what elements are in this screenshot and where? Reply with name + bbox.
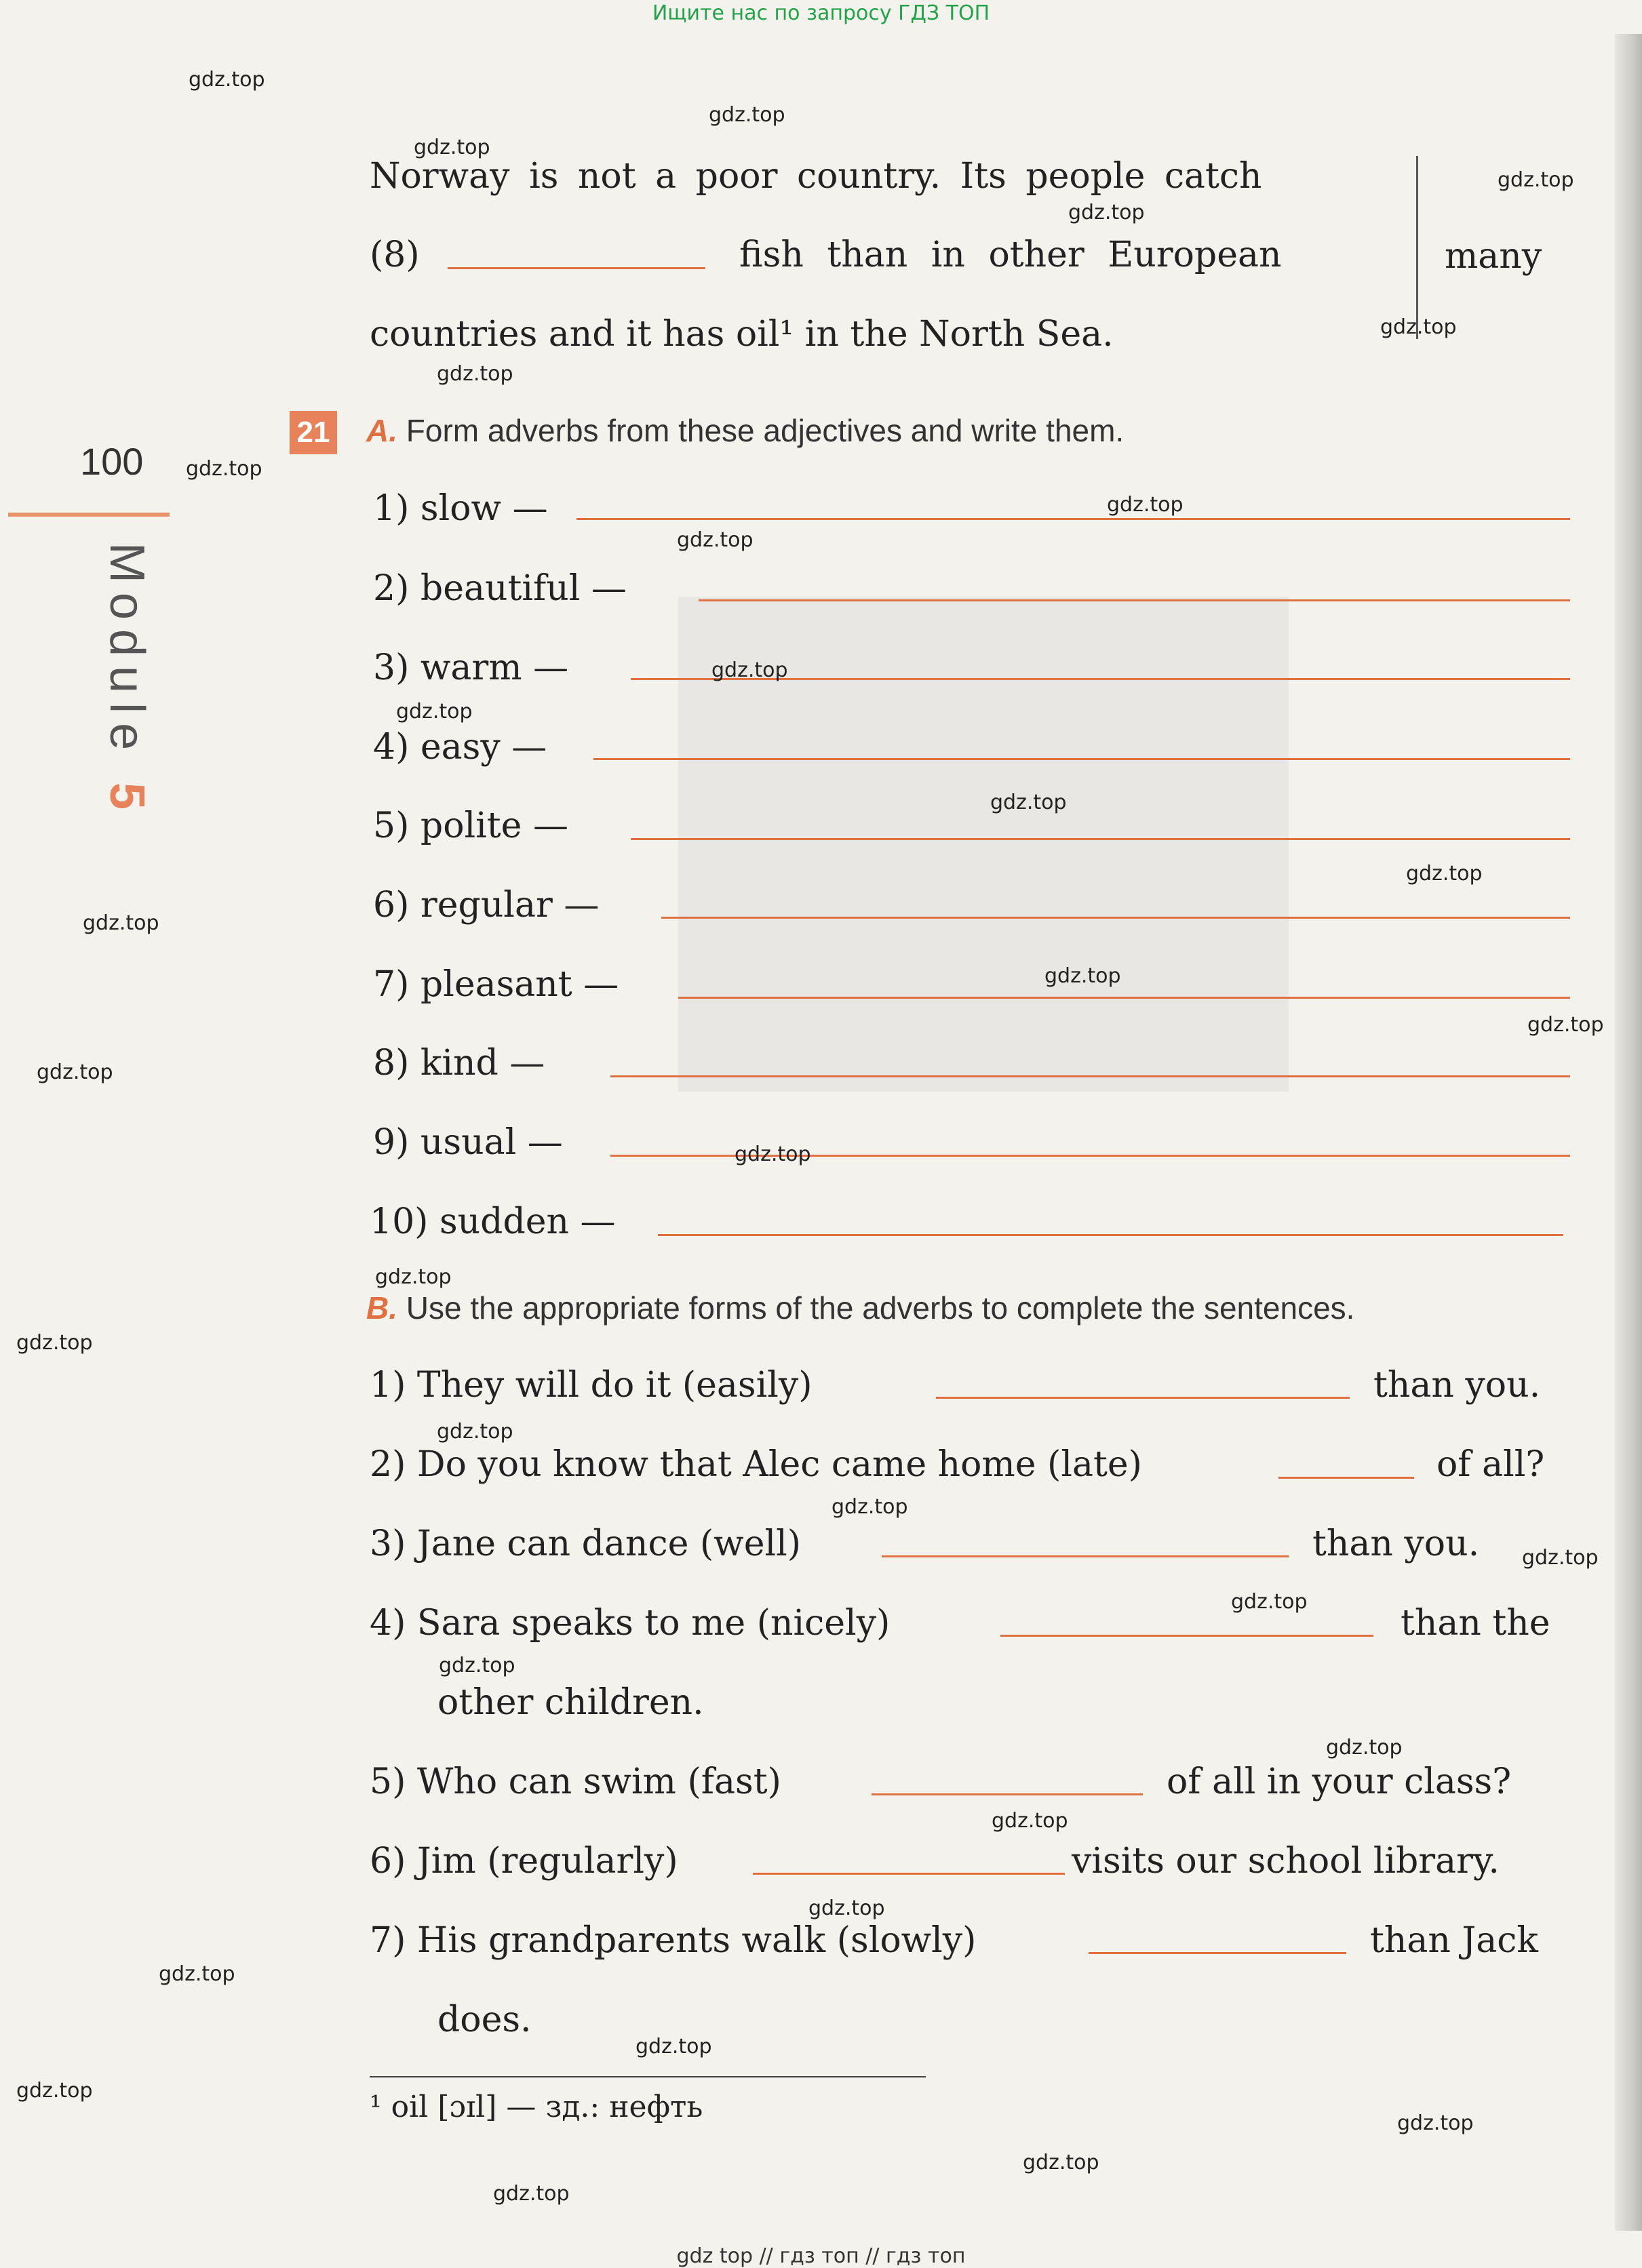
intro-line-2-rest: fish than in other European [739,235,1282,275]
footer-note: gdz top // гдз топ // гдз топ [676,2244,966,2268]
watermark: gdz.top [189,68,265,92]
adjective-item: 7) pleasant — [373,964,619,1005]
intro-line-1: Norway is not a poor country. Its people catch [370,156,1262,197]
sentence-2: 2) Do you know that Alec came home (late) [370,1444,1142,1485]
intro-line-2-num: (8) [370,235,420,275]
answer-blank[interactable] [661,917,1570,919]
word-box-item: many [1445,236,1542,277]
watermark: gdz.top [1023,2151,1099,2174]
answer-blank[interactable] [610,1075,1570,1077]
watermark: gdz.top [711,658,788,682]
part-b-letter: B. [366,1290,397,1326]
sentence-1: 1) They will do it (easily) [370,1365,813,1406]
watermark: gdz.top [375,1265,452,1289]
answer-blank[interactable] [658,1234,1563,1236]
watermark: gdz.top [159,1962,235,1986]
watermark: gdz.top [832,1495,908,1519]
watermark: gdz.top [396,700,473,723]
watermark: gdz.top [1498,168,1574,192]
sentence-7-blank[interactable] [1089,1952,1346,1954]
watermark: gdz.top [186,457,262,481]
watermark: gdz.top [439,1654,515,1677]
sentence-7: 7) His grandparents walk (slowly) [370,1920,977,1961]
watermark: gdz.top [709,103,785,127]
word-box-divider [1416,156,1418,339]
watermark: gdz.top [1044,964,1121,988]
watermark: gdz.top [1231,1590,1308,1614]
adjective-item: 1) slow — [373,488,548,529]
sentence-4-blank[interactable] [1000,1635,1373,1637]
answer-blank[interactable] [593,758,1570,760]
answer-blank[interactable] [576,518,1570,520]
adjective-item: 4) easy — [373,727,547,768]
watermark: gdz.top [636,2035,712,2058]
sentence-4: 4) Sara speaks to me (nicely) [370,1603,891,1644]
sentence-3: 3) Jane can dance (well) [370,1524,802,1564]
footnote: ¹ oil [ɔɪl] — зд.: нефть [370,2090,703,2124]
part-b-instruction: Use the appropriate forms of the adverbs to complete the sentences. [406,1290,1355,1326]
watermark: gdz.top [808,1896,885,1920]
sentence-4-continued: other children. [437,1682,704,1723]
adjective-item: 9) usual — [373,1122,563,1163]
part-a-heading [366,412,1124,449]
watermark: gdz.top [414,136,490,159]
module-number: 5 [100,782,154,820]
sentence-2-blank[interactable] [1278,1477,1414,1479]
intro-blank-8[interactable] [448,267,705,269]
intro-line-3: countries and it has oil¹ in the North Sea. [370,314,1114,355]
sentence-7-continued: does. [437,2000,532,2040]
watermark: gdz.top [437,362,513,386]
module-label-vertical [73,542,161,841]
sentence-5-end: of all in your class? [1167,1762,1512,1802]
sentence-4-end: than the [1401,1603,1550,1644]
watermark: gdz.top [1397,2111,1474,2135]
watermark: gdz.top [677,528,754,552]
watermark: gdz.top [1522,1546,1599,1570]
footnote-rule [370,2076,926,2077]
sentence-3-end: than you. [1312,1524,1480,1564]
sentence-1-end: than you. [1373,1365,1541,1406]
exercise-number: 21 [290,411,337,454]
sentence-7-end: than Jack [1370,1920,1538,1961]
watermark: gdz.top [16,2079,93,2103]
part-a-instruction: Form adverbs from these adjectives and write them. [406,413,1125,448]
watermark: gdz.top [16,1331,93,1355]
sentence-2-end: of all? [1436,1444,1545,1485]
part-b-heading [366,1290,1354,1326]
adjective-item: 8) kind — [373,1043,545,1083]
module-label: Module [100,542,154,760]
sentence-6-blank[interactable] [753,1873,1065,1875]
watermark: gdz.top [1380,315,1457,339]
sentence-1-blank[interactable] [936,1397,1350,1399]
watermark: gdz.top [1107,493,1184,517]
header-note: Ищите нас по запросу ГДЗ ТОП [652,1,990,25]
page-edge-shadow [1615,34,1642,2231]
watermark: gdz.top [493,2182,570,2206]
sentence-3-blank[interactable] [882,1555,1289,1557]
watermark: gdz.top [437,1420,513,1444]
sentence-6: 6) Jim (regularly) [370,1841,678,1882]
sentence-5-blank[interactable] [872,1793,1143,1795]
answer-blank[interactable] [678,997,1570,999]
part-a-letter: A. [366,413,397,448]
adjective-item: 6) regular — [373,885,600,926]
watermark: gdz.top [1406,862,1483,886]
watermark: gdz.top [1068,201,1145,224]
page-number-rule [8,513,170,517]
watermark: gdz.top [1527,1013,1604,1037]
watermark: gdz.top [83,911,159,935]
adjective-item: 2) beautiful — [373,568,627,609]
adjective-item: 3) warm — [373,648,569,688]
answer-blank[interactable] [699,599,1570,601]
sentence-6-end: visits our school library. [1072,1841,1500,1882]
watermark: gdz.top [735,1142,811,1166]
adjective-item: 5) polite — [373,805,568,846]
watermark: gdz.top [1326,1736,1403,1759]
watermark: gdz.top [992,1809,1068,1833]
page-number: 100 [80,440,144,483]
watermark: gdz.top [37,1060,113,1084]
adjective-item: 10) sudden — [370,1201,616,1242]
watermark: gdz.top [990,791,1067,814]
sentence-5: 5) Who can swim (fast) [370,1762,781,1802]
answer-blank[interactable] [631,838,1570,840]
